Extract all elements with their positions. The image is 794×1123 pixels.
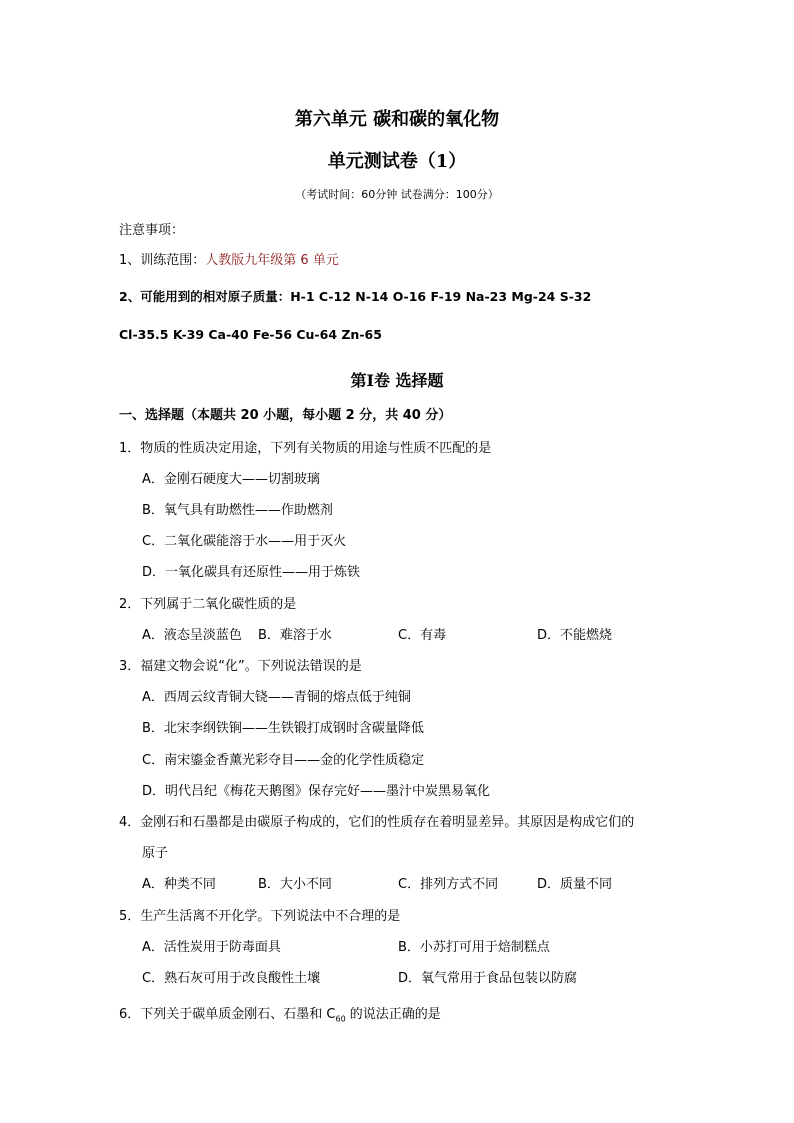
question-6-stem: [119, 1003, 441, 1024]
notes-item-1-prefix: 1、训练范围：: [119, 253, 206, 268]
question-4-stem: 4．金刚石和石墨都是由碳原子构成的，它们的性质存在着明显差异。其原因是构成它们的: [119, 815, 635, 830]
question-5-option-c: C．熟石灰可用于改良酸性土壤: [142, 971, 321, 986]
section-title: 第Ⅰ卷 选择题: [350, 371, 444, 390]
question-6-stem-after: 的说法正确的是: [345, 1007, 441, 1022]
question-3-stem: 3．福建文物会说“化”。下列说法错误的是: [119, 659, 362, 674]
question-4-stem-continued: 原子: [142, 846, 169, 861]
question-1-stem: 1．物质的性质决定用途，下列有关物质的用途与性质不匹配的是: [119, 441, 492, 456]
part-heading: 一、选择题（本题共 20 小题，每小题 2 分，共 40 分）: [119, 408, 452, 423]
notes-item-1: [119, 249, 339, 268]
question-4-option-d: D．质量不同: [537, 877, 613, 892]
question-3-option-c: C．南宋鎏金香薰光彩夺目——金的化学性质稳定: [142, 753, 425, 768]
notes-item-2-line-1: 2、可能用到的相对原子质量：H-1 C-12 N-14 O-16 F-19 Na-23 Mg-24 S-32: [119, 289, 592, 304]
question-1-option-b: B．氧气具有助燃性——作助燃剂: [142, 503, 333, 518]
question-5-stem: 5．生产生活离不开化学。下列说法中不合理的是: [119, 909, 401, 924]
question-4-option-c: C．排列方式不同: [398, 877, 499, 892]
question-2-option-c: C．有毒: [398, 628, 447, 643]
question-6-subscript: 60: [335, 1014, 346, 1024]
question-2-stem: 2．下列属于二氧化碳性质的是: [119, 597, 297, 612]
question-5-option-a: A．活性炭用于防毒面具: [142, 940, 281, 955]
question-5-option-d: D．氧气常用于食品包装以防腐: [398, 971, 578, 986]
question-2-option-a: A．液态呈淡蓝色: [142, 628, 242, 643]
question-6-stem-before: 6．下列关于碳单质金刚石、石墨和 C: [119, 1007, 336, 1022]
question-5-option-b: B．小苏打可用于焙制糕点: [398, 940, 550, 955]
page-title: 第六单元 碳和碳的氧化物: [294, 109, 500, 130]
notes-heading: 注意事项：: [119, 223, 185, 238]
question-3-option-d: D．明代吕纪《梅花天鹅图》保存完好——墨汁中炭黑易氧化: [142, 784, 491, 799]
notes-item-1-range: 人教版九年级第 6 单元: [205, 253, 339, 268]
question-4-option-b: B．大小不同: [258, 877, 332, 892]
question-4-option-a: A．种类不同: [142, 877, 216, 892]
question-1-option-c: C．二氧化碳能溶于水——用于灭火: [142, 534, 347, 549]
question-2-option-b: B．难溶于水: [258, 628, 332, 643]
question-3-option-a: A．西周云纹青铜大铙——青铜的熔点低于纯铜: [142, 690, 411, 705]
question-3-option-b: B．北宋李纲铁锏——生铁锻打成钢时含碳量降低: [142, 721, 424, 736]
page-subtitle: 单元测试卷（1）: [327, 151, 467, 172]
notes-item-2-line-2: Cl-35.5 K-39 Ca-40 Fe-56 Cu-64 Zn-65: [119, 327, 382, 342]
question-1-option-d: D．一氧化碳具有还原性——用于炼铁: [142, 565, 361, 580]
question-1-option-a: A．金刚石硬度大——切割玻璃: [142, 472, 320, 487]
question-2-option-d: D．不能燃烧: [537, 628, 613, 643]
exam-info: （考试时间：60分钟 试卷满分：100分）: [295, 188, 499, 201]
